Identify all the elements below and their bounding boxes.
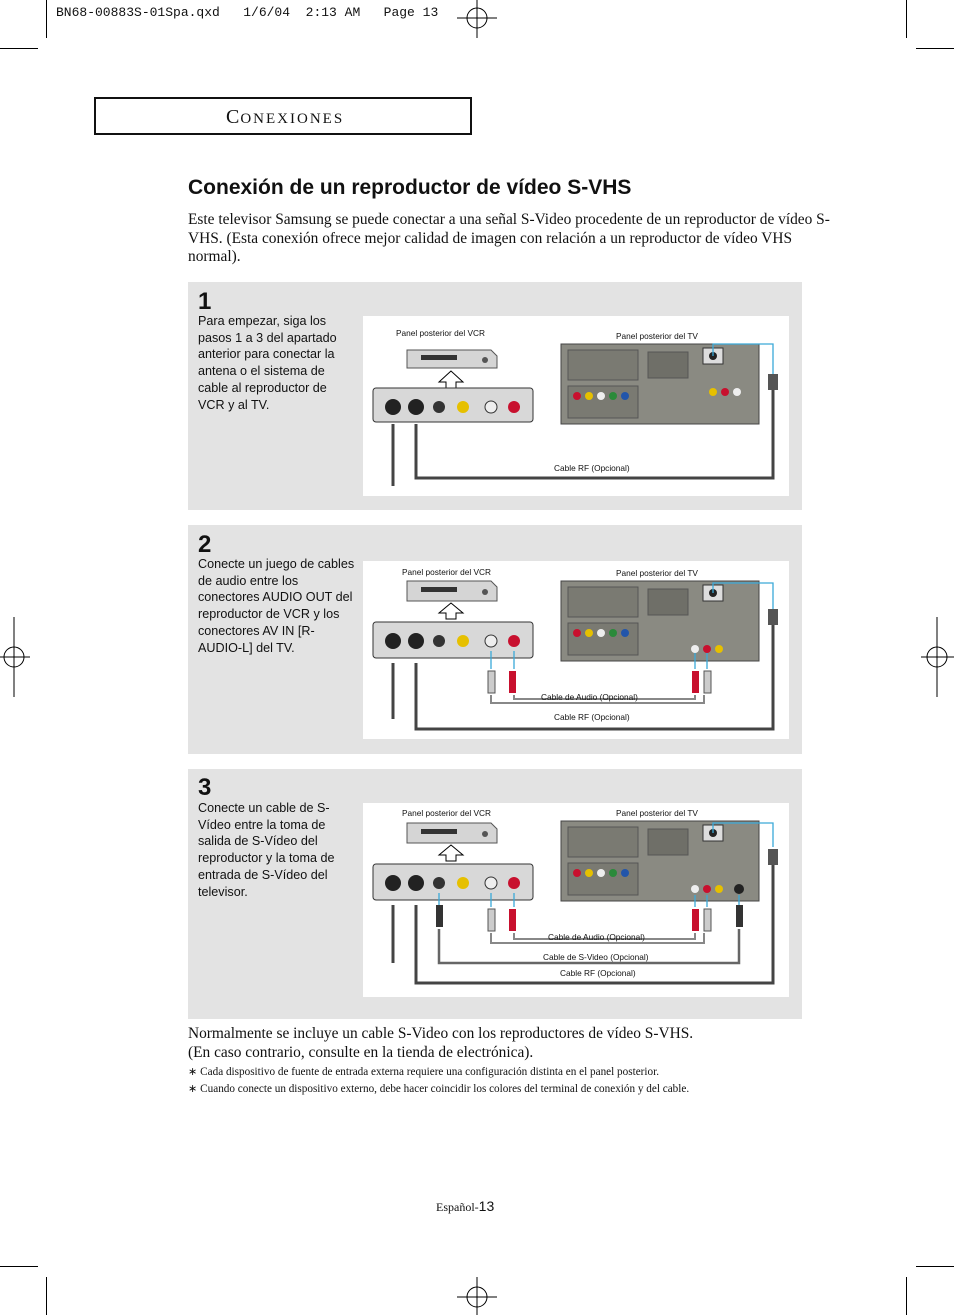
- step-text: Conecte un cable de S-Vídeo entre la toma de salida de S-Vídeo del reproductor y la toma de entrada de S-Vídeo del televisor.: [198, 801, 335, 899]
- step-panel-2: [188, 525, 802, 754]
- vcr-icon: [407, 350, 497, 368]
- intro-paragraph: Este televisor Samsung se puede conectar a una señal S-Video procedente de un reproductor de vídeo S-VHS. (Esta conexión ofrece mejor calidad de imagen con relación a un reproductor de vídeo VHS normal).: [188, 211, 830, 265]
- cable-label: Cable RF (Opcional): [554, 712, 630, 722]
- connection-diagram: [363, 803, 789, 997]
- connection-diagram: [363, 561, 789, 739]
- cable-label: Cable de S-Video (Opcional): [543, 952, 649, 962]
- cable-label: Cable RF (Opcional): [560, 968, 636, 978]
- section-title: CONEXIONES: [226, 106, 345, 128]
- step-text: Conecte un juego de cables de audio entre los conectores AUDIO OUT del reproductor de VCR y los conectores AV IN [R-AUDIO-L] del TV.: [198, 557, 355, 655]
- vcr-label: Panel posterior del VCR: [396, 328, 486, 338]
- page-footer: Español-13: [436, 1198, 495, 1214]
- tv-label: Panel posterior del TV: [616, 331, 698, 341]
- print-slug: BN68-00883S-01Spa.qxd 1/6/04 2:13 AM Page 13: [56, 5, 439, 20]
- vcr-label: Panel posterior del VCR: [402, 567, 492, 577]
- connection-diagram: [363, 316, 789, 496]
- closing-paragraph: Normalmente se incluye un cable S-Video con los reproductores de vídeo S-VHS. (En caso contrario, consulte en la tienda de electrónica).: [188, 1025, 694, 1061]
- tv-label: Panel posterior del TV: [616, 568, 698, 578]
- page-title: Conexión de un reproductor de vídeo S-VHS: [188, 176, 632, 199]
- step-panel-3: [188, 769, 802, 1019]
- footnote: ∗ Cada dispositivo de fuente de entrada externa requiere una configuración distinta en el panel posterior.: [188, 1066, 659, 1078]
- cable-label: Cable de Audio (Opcional): [541, 692, 638, 702]
- tv-panel-icon: [561, 344, 759, 424]
- step-number: 1: [198, 288, 212, 315]
- cable-label: Cable RF (Opcional): [554, 463, 630, 473]
- step-text: Para empezar, siga los pasos 1 a 3 del apartado anterior para conectar la antena o el sistema de cable al reproductor de VCR y al TV.: [198, 314, 337, 412]
- step-number: 2: [198, 531, 212, 558]
- step-number: 3: [198, 774, 212, 801]
- cable-label: Cable de Audio (Opcional): [548, 932, 645, 942]
- tv-label: Panel posterior del TV: [616, 808, 698, 818]
- vcr-icon: [407, 581, 497, 601]
- tv-panel-icon: [561, 821, 759, 901]
- vcr-label: Panel posterior del VCR: [402, 808, 492, 818]
- tv-panel-icon: [561, 581, 759, 661]
- vcr-icon: [407, 823, 497, 843]
- step-panel-1: [188, 282, 802, 510]
- footnote: ∗ Cuando conecte un dispositivo externo, debe hacer coincidir los colores del terminal de conexión y del cable.: [188, 1083, 690, 1095]
